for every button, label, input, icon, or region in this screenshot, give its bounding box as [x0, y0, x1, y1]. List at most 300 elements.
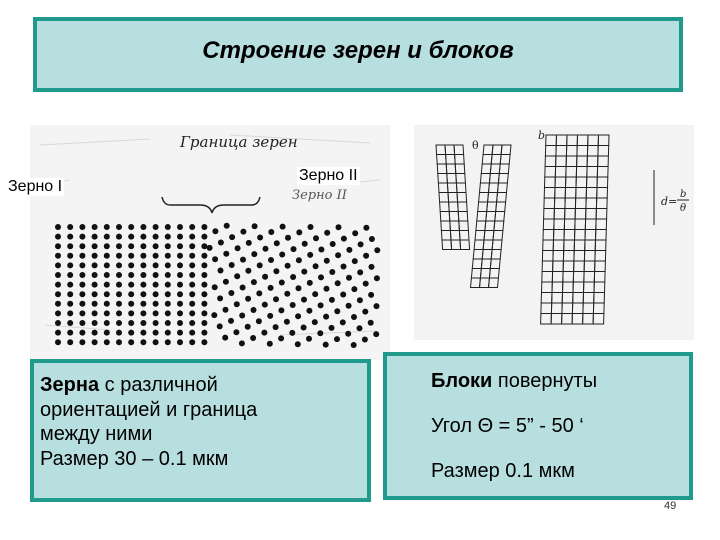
atom-dot — [212, 228, 218, 234]
atom-dot — [79, 291, 85, 297]
atom-dot — [104, 320, 110, 326]
atom-dot — [165, 330, 171, 336]
atom-dot — [165, 282, 171, 288]
atom-dot — [223, 307, 229, 313]
atom-dot — [274, 240, 280, 246]
atom-dot — [116, 282, 122, 288]
atom-dot — [116, 224, 122, 230]
blocks-rest: повернуты — [492, 370, 598, 392]
atom-dot — [140, 234, 146, 240]
atom-dot — [165, 291, 171, 297]
atom-dot — [335, 280, 341, 286]
atom-dot — [55, 224, 61, 230]
atom-dot — [153, 310, 159, 316]
atom-dot — [256, 318, 262, 324]
atom-dot — [278, 307, 284, 313]
atom-dot — [329, 325, 335, 331]
atom-dot — [201, 330, 207, 336]
atom-dot — [301, 269, 307, 275]
atom-dot — [153, 301, 159, 307]
atom-dot — [128, 301, 134, 307]
atom-dot — [55, 310, 61, 316]
atom-dot — [301, 325, 307, 331]
atom-dot — [245, 268, 251, 274]
atom-dot — [153, 253, 159, 259]
label-d-eq: d= — [661, 195, 678, 208]
atom-dot — [228, 318, 234, 324]
atom-dot — [55, 243, 61, 249]
atom-dot — [235, 245, 241, 251]
atom-dot — [177, 282, 183, 288]
atom-dot — [251, 307, 257, 313]
atom-dot — [67, 262, 73, 268]
atom-dot — [201, 310, 207, 316]
atom-dot — [201, 243, 207, 249]
atom-dot — [212, 256, 218, 262]
page-number: 49 — [664, 500, 677, 512]
atom-dot — [351, 314, 357, 320]
atom-dot — [291, 246, 297, 252]
atom-dot — [116, 272, 122, 278]
atom-dot — [201, 301, 207, 307]
atom-dot — [116, 234, 122, 240]
atom-dot — [128, 282, 134, 288]
atom-dot — [323, 342, 329, 348]
atom-dot — [140, 339, 146, 345]
atom-dot — [79, 320, 85, 326]
atom-dot — [79, 282, 85, 288]
atom-dot — [177, 330, 183, 336]
atom-dot — [104, 262, 110, 268]
atom-dot — [302, 241, 308, 247]
atom-dot — [189, 310, 195, 316]
atom-dot — [55, 234, 61, 240]
atom-dot — [273, 324, 279, 330]
atom-dot — [229, 234, 235, 240]
atom-dot — [104, 224, 110, 230]
atom-dot — [363, 253, 369, 259]
atom-dot — [262, 302, 268, 308]
atom-dot — [79, 234, 85, 240]
blocks-text-line1 — [431, 370, 689, 393]
label-theta: θ — [472, 139, 479, 152]
atom-dot — [341, 264, 347, 270]
atom-dot — [165, 224, 171, 230]
atom-dot — [369, 236, 375, 242]
atom-dot — [251, 279, 257, 285]
atom-dot — [239, 313, 245, 319]
atom-dot — [340, 319, 346, 325]
atom-dot — [233, 329, 239, 335]
atom-dot — [352, 258, 358, 264]
atom-dot — [257, 262, 263, 268]
atom-dot — [153, 224, 159, 230]
atom-dot — [128, 253, 134, 259]
atom-dot — [140, 253, 146, 259]
atom-dot — [189, 339, 195, 345]
atom-dot — [67, 291, 73, 297]
atom-dot — [201, 224, 207, 230]
atom-dot — [301, 297, 307, 303]
atom-dot — [104, 310, 110, 316]
grain2-faint-label: Зерно II — [292, 188, 347, 203]
atom-dot — [201, 234, 207, 240]
atom-dot — [312, 291, 318, 297]
atom-dot — [369, 264, 375, 270]
atom-dot — [79, 253, 85, 259]
atom-dot — [177, 253, 183, 259]
atom-dot — [329, 297, 335, 303]
atom-dot — [92, 310, 98, 316]
atom-dot — [334, 336, 340, 342]
atom-dot — [140, 310, 146, 316]
atom-dot — [245, 296, 251, 302]
atom-dot — [140, 224, 146, 230]
blocks-text-line2: Угол Θ = 5” - 50 ‘ — [431, 415, 584, 437]
slide-title: Строение зерен и блоков — [202, 37, 514, 64]
atom-dot — [153, 272, 159, 278]
atom-dot — [55, 320, 61, 326]
atom-dot — [189, 253, 195, 259]
atom-dot — [55, 253, 61, 259]
atom-dot — [104, 339, 110, 345]
atom-dot — [104, 253, 110, 259]
atom-dot — [358, 241, 364, 247]
atom-dot — [363, 281, 369, 287]
atom-dot — [116, 253, 122, 259]
atom-dot — [368, 292, 374, 298]
atom-dot — [312, 319, 318, 325]
atom-dot — [140, 301, 146, 307]
atom-dot — [373, 331, 379, 337]
atom-dot — [279, 280, 285, 286]
atom-dot — [104, 243, 110, 249]
atom-dot — [256, 290, 262, 296]
blocks-text-line3: Размер 0.1 мкм — [431, 460, 575, 482]
atom-dot — [189, 234, 195, 240]
blocks-info-box — [383, 352, 693, 500]
atom-dot — [352, 230, 358, 236]
atom-dot — [324, 258, 330, 264]
atom-dot — [67, 224, 73, 230]
atom-dot — [165, 243, 171, 249]
atom-dot — [189, 330, 195, 336]
atom-dot — [263, 246, 269, 252]
atom-dot — [67, 339, 73, 345]
atom-dot — [240, 229, 246, 235]
atom-dot — [92, 291, 98, 297]
atom-dot — [201, 262, 207, 268]
atom-dot — [116, 339, 122, 345]
atom-dot — [104, 234, 110, 240]
atom-dot — [261, 330, 267, 336]
atom-dot — [223, 279, 229, 285]
atom-dot — [346, 247, 352, 253]
atom-dot — [335, 252, 341, 258]
atom-dot — [165, 272, 171, 278]
atom-dot — [116, 310, 122, 316]
atom-dot — [308, 224, 314, 230]
atom-dot — [67, 320, 73, 326]
atom-dot — [92, 253, 98, 259]
atom-dot — [357, 325, 363, 331]
atom-dot — [217, 295, 223, 301]
atom-dot — [217, 323, 223, 329]
atom-dot — [273, 296, 279, 302]
atom-dot — [280, 224, 286, 230]
title-box — [33, 17, 683, 92]
atom-dot — [55, 272, 61, 278]
atom-dot — [92, 234, 98, 240]
atom-dot — [318, 274, 324, 280]
atom-dot — [268, 285, 274, 291]
atom-dot — [116, 243, 122, 249]
atom-dot — [55, 301, 61, 307]
label-theta-frac: θ — [680, 203, 687, 214]
atom-dot — [153, 243, 159, 249]
atom-dot — [92, 282, 98, 288]
atom-dot — [228, 290, 234, 296]
atom-dot — [207, 245, 213, 251]
atom-dot — [177, 272, 183, 278]
atom-dot — [218, 268, 224, 274]
atom-dot — [296, 257, 302, 263]
atom-dot — [140, 262, 146, 268]
atom-dot — [368, 320, 374, 326]
grain-structure-figure — [30, 125, 390, 360]
grains-text-line1 — [40, 373, 361, 398]
atom-dot — [357, 269, 363, 275]
atom-dot — [267, 341, 273, 347]
atom-dot — [92, 224, 98, 230]
atom-dot — [177, 339, 183, 345]
atom-dot — [67, 301, 73, 307]
atom-dot — [296, 285, 302, 291]
atom-dot — [262, 274, 268, 280]
grains-bold: Зерна — [40, 374, 100, 396]
atom-dot — [252, 223, 258, 229]
atom-dot — [351, 286, 357, 292]
atom-dot — [177, 310, 183, 316]
atom-dot — [346, 303, 352, 309]
atom-dot — [234, 273, 240, 279]
grains-text-line4: Размер 30 – 0.1 мкм — [40, 447, 229, 470]
atom-dot — [79, 301, 85, 307]
atom-dot — [79, 224, 85, 230]
grain1-label: Зерно I — [8, 178, 63, 195]
atom-dot — [128, 272, 134, 278]
atom-dot — [92, 320, 98, 326]
atom-dot — [268, 257, 274, 263]
atom-dot — [246, 240, 252, 246]
atom-dot — [313, 263, 319, 269]
atom-dot — [67, 282, 73, 288]
atom-dot — [67, 234, 73, 240]
atom-dot — [351, 342, 357, 348]
atom-dot — [116, 291, 122, 297]
atom-dot — [177, 301, 183, 307]
atom-dot — [153, 234, 159, 240]
atom-dot — [55, 330, 61, 336]
atom-dot — [104, 291, 110, 297]
atom-dot — [189, 262, 195, 268]
atom-dot — [153, 282, 159, 288]
atom-dot — [224, 223, 230, 229]
atom-dot — [116, 301, 122, 307]
atom-dot — [165, 234, 171, 240]
atom-dot — [92, 301, 98, 307]
atom-dot — [153, 330, 159, 336]
atom-dot — [211, 312, 217, 318]
atom-dot — [116, 320, 122, 326]
atom-dot — [323, 314, 329, 320]
label-b: b — [538, 129, 546, 142]
atom-dot — [79, 339, 85, 345]
atom-dot — [189, 320, 195, 326]
atom-dot — [345, 331, 351, 337]
atom-dot — [330, 241, 336, 247]
atom-dot — [67, 310, 73, 316]
atom-dot — [201, 253, 207, 259]
atom-dot — [67, 330, 73, 336]
atom-dot — [189, 301, 195, 307]
grains-text-line2: ориентацией и граница — [40, 398, 258, 421]
atom-dot — [140, 291, 146, 297]
atom-dot — [116, 262, 122, 268]
atom-dot — [165, 253, 171, 259]
atom-dot — [79, 272, 85, 278]
atom-dot — [177, 243, 183, 249]
atom-dot — [295, 313, 301, 319]
atom-dot — [189, 224, 195, 230]
atom-dot — [67, 243, 73, 249]
atom-dot — [273, 268, 279, 274]
atom-dot — [251, 251, 257, 257]
atom-dot — [240, 285, 246, 291]
atom-dot — [284, 319, 290, 325]
atom-dot — [140, 272, 146, 278]
atom-dot — [329, 269, 335, 275]
atom-dot — [140, 282, 146, 288]
atom-dot — [153, 339, 159, 345]
atom-dot — [222, 335, 228, 341]
atom-dot — [346, 275, 352, 281]
atom-dot — [55, 291, 61, 297]
atom-dot — [128, 310, 134, 316]
atom-dot — [201, 320, 207, 326]
atom-dot — [128, 243, 134, 249]
grains-text-line3: между ними — [40, 423, 153, 445]
atom-dot — [79, 243, 85, 249]
atom-dot — [104, 330, 110, 336]
atom-dot — [290, 274, 296, 280]
atom-dot — [239, 340, 245, 346]
atom-dot — [278, 335, 284, 341]
atom-dot — [324, 230, 330, 236]
atom-dot — [313, 235, 319, 241]
atom-dot — [153, 262, 159, 268]
atom-dot — [268, 229, 274, 235]
atom-dot — [340, 292, 346, 298]
atom-dot — [79, 310, 85, 316]
atom-dot — [140, 330, 146, 336]
atom-dot — [285, 235, 291, 241]
atom-dot — [79, 330, 85, 336]
atom-dot — [234, 301, 240, 307]
atom-dot — [104, 272, 110, 278]
atom-dot — [324, 286, 330, 292]
atom-dot — [92, 262, 98, 268]
atom-dot — [341, 236, 347, 242]
grains-rest: с различной — [99, 374, 218, 396]
atom-dot — [128, 262, 134, 268]
atom-dot — [165, 310, 171, 316]
atom-dot — [128, 330, 134, 336]
atom-dot — [306, 308, 312, 314]
atom-dot — [374, 303, 380, 309]
atom-dot — [279, 252, 285, 258]
atom-dot — [92, 330, 98, 336]
atom-dot — [55, 339, 61, 345]
atom-dot — [307, 252, 313, 258]
atom-dot — [363, 225, 369, 231]
atom-dot — [334, 308, 340, 314]
atom-dot — [201, 272, 207, 278]
grain2-label: Зерно II — [299, 167, 358, 184]
atom-dot — [212, 284, 218, 290]
atom-dot — [257, 235, 263, 241]
boundary-label: Граница зерен — [180, 133, 298, 151]
atom-dot — [177, 291, 183, 297]
atom-dot — [201, 282, 207, 288]
atom-dot — [55, 262, 61, 268]
atom-dot — [285, 263, 291, 269]
atom-dot — [177, 234, 183, 240]
atom-dot — [250, 335, 256, 341]
atom-dot — [336, 224, 342, 230]
atom-dot — [79, 262, 85, 268]
atom-dot — [357, 297, 363, 303]
atom-dot — [189, 243, 195, 249]
atom-dot — [317, 330, 323, 336]
atom-dot — [284, 291, 290, 297]
atom-dot — [104, 301, 110, 307]
atom-dot — [267, 313, 273, 319]
atom-dot — [218, 240, 224, 246]
atom-dot — [153, 320, 159, 326]
atom-dot — [140, 243, 146, 249]
atom-dot — [92, 272, 98, 278]
atom-dot — [165, 320, 171, 326]
atom-dot — [67, 272, 73, 278]
blocks-bold: Блоки — [431, 370, 493, 392]
atom-dot — [128, 224, 134, 230]
atom-dot — [318, 302, 324, 308]
atom-dot — [177, 320, 183, 326]
atom-dot — [229, 262, 235, 268]
atom-dot — [189, 272, 195, 278]
grains-info-box — [30, 359, 371, 502]
atom-dot — [240, 257, 246, 263]
atom-dot — [290, 302, 296, 308]
atom-dot — [128, 234, 134, 240]
atom-dot — [245, 324, 251, 330]
atom-dot — [177, 262, 183, 268]
atom-dot — [92, 339, 98, 345]
atom-dot — [140, 320, 146, 326]
atom-dot — [104, 282, 110, 288]
label-b-frac: b — [680, 189, 687, 200]
